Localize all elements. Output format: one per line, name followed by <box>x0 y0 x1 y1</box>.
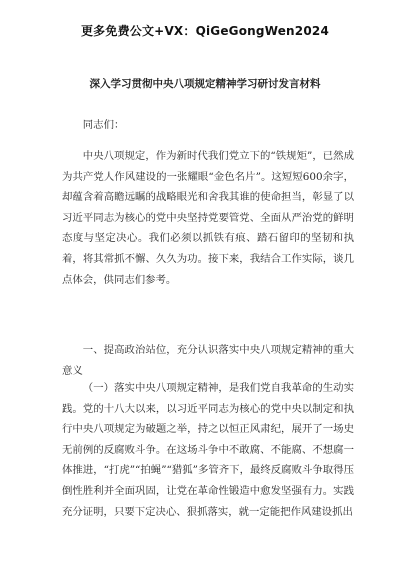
section-heading <box>62 340 354 381</box>
section-heading-text: 一、提高政治站位，充分认识落实中央八项规定精神的重大意义 <box>62 344 354 377</box>
document-title: 深入学习贯彻中央八项规定精神学习研讨发言材料 <box>89 78 321 90</box>
paragraph-text: （一）落实中央八项规定精神，是我们党自我革命的生动实践。党的十八大以来，以习近平同志为核心的党中央以制定和执行中央八项规定为破题之举，持之以恒正风肃纪，展开了一场史无前例的反腐败斗争。在这场斗争中不敢腐、不能腐、不想腐一体推进，“打虎”“拍蝇”“猎狐”多管齐下，最终反腐败斗争取得压倒性胜利并全面巩固，让党在革命性锻造中愈发坚强有力。实践充分证明，只要下定决心、狠抓落实，就一定能把作风建设抓出 <box>62 382 354 518</box>
paragraph-section-1 <box>62 378 354 522</box>
promo-banner: 更多免费公文+VX：QiGeGongWen2024 <box>80 24 329 38</box>
paragraph-intro <box>62 146 354 290</box>
paragraph-text: 中央八项规定，作为新时代我们党立下的“铁规矩”，已然成为共产党人作风建设的一张耀眼“金色名片”。这短短600余字，却蕴含着高瞻远瞩的战略眼光和舍我其谁的使命担当，彰显了以习近平同志为核心的党中央坚持党要管党、全面从严治党的鲜明态度与坚定决心。我们必须以抓铁有痕、踏石留印的坚韧和执着，将其常抓不懈、久久为功。接下来，我结合工作实际，谈几点体会，供同志们参考。 <box>62 150 354 286</box>
salutation <box>62 115 354 136</box>
salutation-text: 同志们： <box>82 119 125 131</box>
